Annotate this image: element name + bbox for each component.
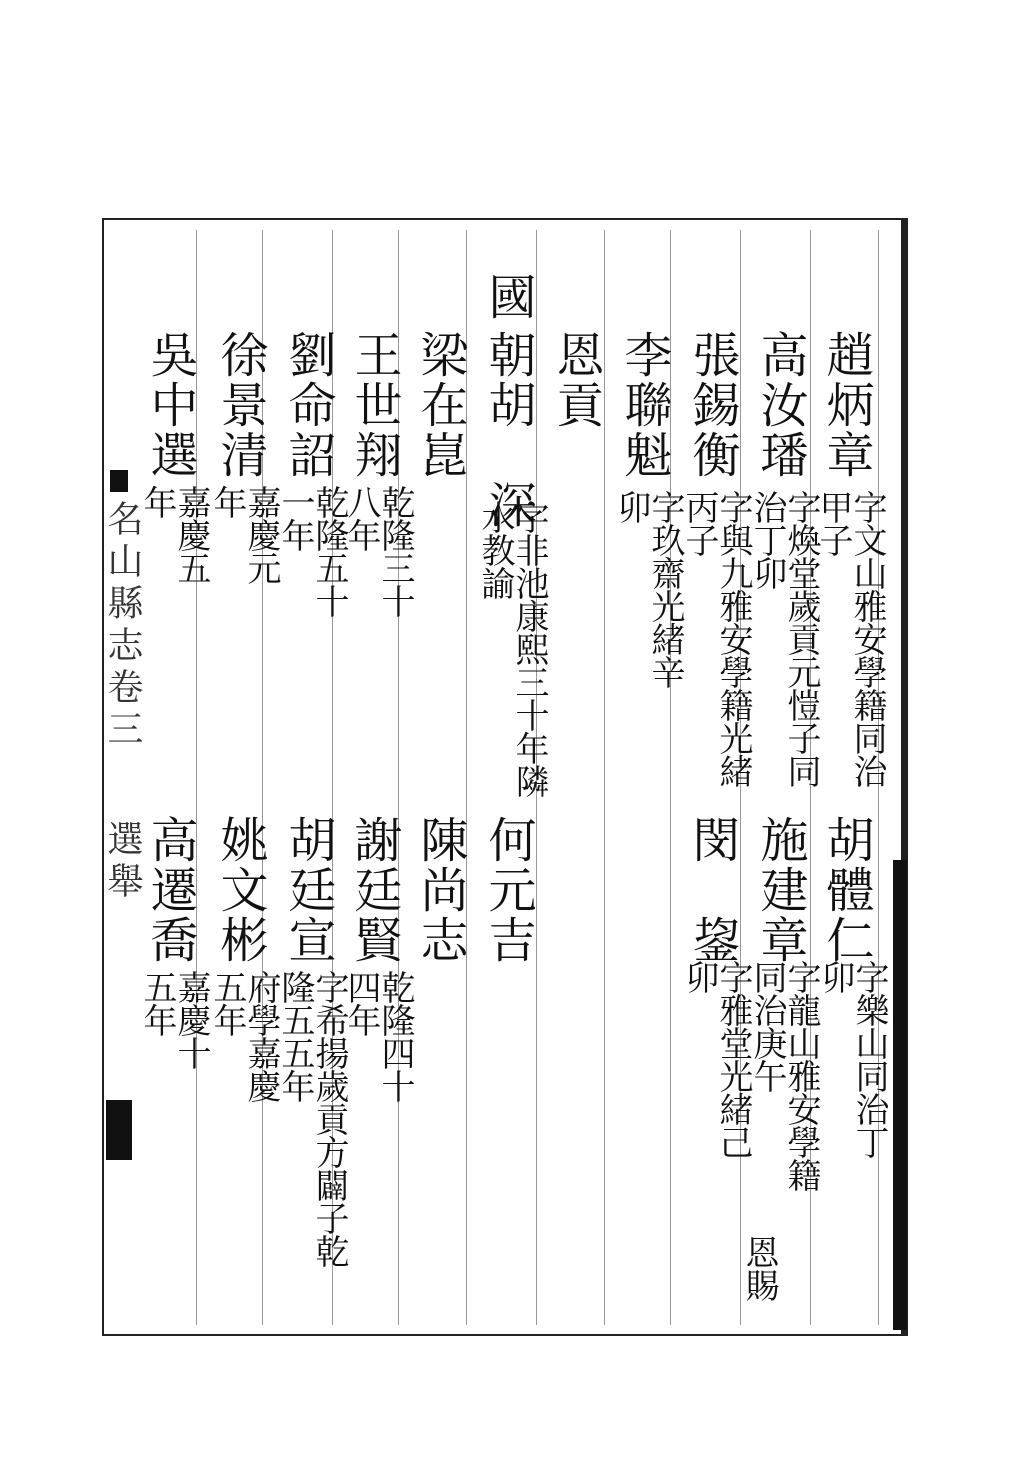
entry-name: 朝胡 深: [480, 330, 536, 530]
entry-note: 字玖齋光緒辛卯: [611, 490, 685, 688]
ink-mark: [893, 860, 907, 1330]
entry-note: 嘉慶元年: [207, 485, 281, 584]
entry-name: 高遷喬: [142, 815, 198, 965]
entry-note: 嘉慶十五年: [137, 970, 211, 1069]
entry-note: 字非池康熙三十年隣水教諭: [475, 500, 549, 797]
entry-name: 趙炳章: [818, 330, 874, 480]
running-header-section: 選舉: [102, 820, 143, 904]
entry-note: 字煥堂歲貢元愷子同治丁卯: [747, 490, 821, 787]
entry-name: 姚文彬: [212, 815, 268, 965]
column-rule: [604, 230, 605, 1325]
entry-note: 府學嘉慶五年: [207, 970, 281, 1102]
entry-name: 梁在崑: [412, 330, 468, 480]
entry-name: 王世翔: [346, 330, 402, 480]
entry-name: 謝廷賢: [346, 815, 402, 965]
entry-name: 施建章: [752, 815, 808, 965]
entry-note: 字樂山同治丁卯: [815, 960, 889, 1158]
entry-name: 徐景清: [212, 330, 268, 480]
entry-note: 乾隆三十八年: [341, 485, 415, 617]
ink-mark: [110, 470, 128, 492]
running-header-title: 名山縣志卷三: [102, 500, 143, 752]
entry-note: 恩賜: [739, 1235, 779, 1301]
entry-note: 字龍山雅安學籍同治庚午: [747, 960, 821, 1191]
entry-note: 乾隆五十一年: [275, 485, 349, 617]
entry-name: 閔 鋆: [684, 815, 740, 965]
entry-note: 字與九雅安學籍光緒丙子: [679, 490, 753, 787]
entry-name: 胡廷宣: [280, 815, 336, 965]
entry-name: 陳尚志: [412, 815, 468, 965]
section-heading: 恩貢: [548, 330, 604, 430]
entry-note: 字文山雅安學籍同治甲子: [813, 490, 887, 787]
entry-note: 乾隆四十四年: [341, 970, 415, 1102]
entry-name: 高汝璠: [752, 330, 808, 480]
entry-name: 何元吉: [480, 815, 536, 965]
entry-name: 胡體仁: [818, 815, 874, 965]
entry-note: 字希揚歲貢方闢子乾隆五五年: [275, 970, 349, 1267]
entry-note: 字雅堂光緒己卯: [679, 960, 753, 1158]
dynasty-mark: 國: [480, 272, 536, 322]
entry-name: 張錫衡: [684, 330, 740, 480]
entry-name: 李聯魁: [616, 330, 672, 480]
ink-mark: [106, 1100, 132, 1160]
entry-note: 嘉慶五年: [137, 485, 211, 584]
entry-name: 劉命詔: [280, 330, 336, 480]
entry-name: 吳中選: [142, 330, 198, 480]
